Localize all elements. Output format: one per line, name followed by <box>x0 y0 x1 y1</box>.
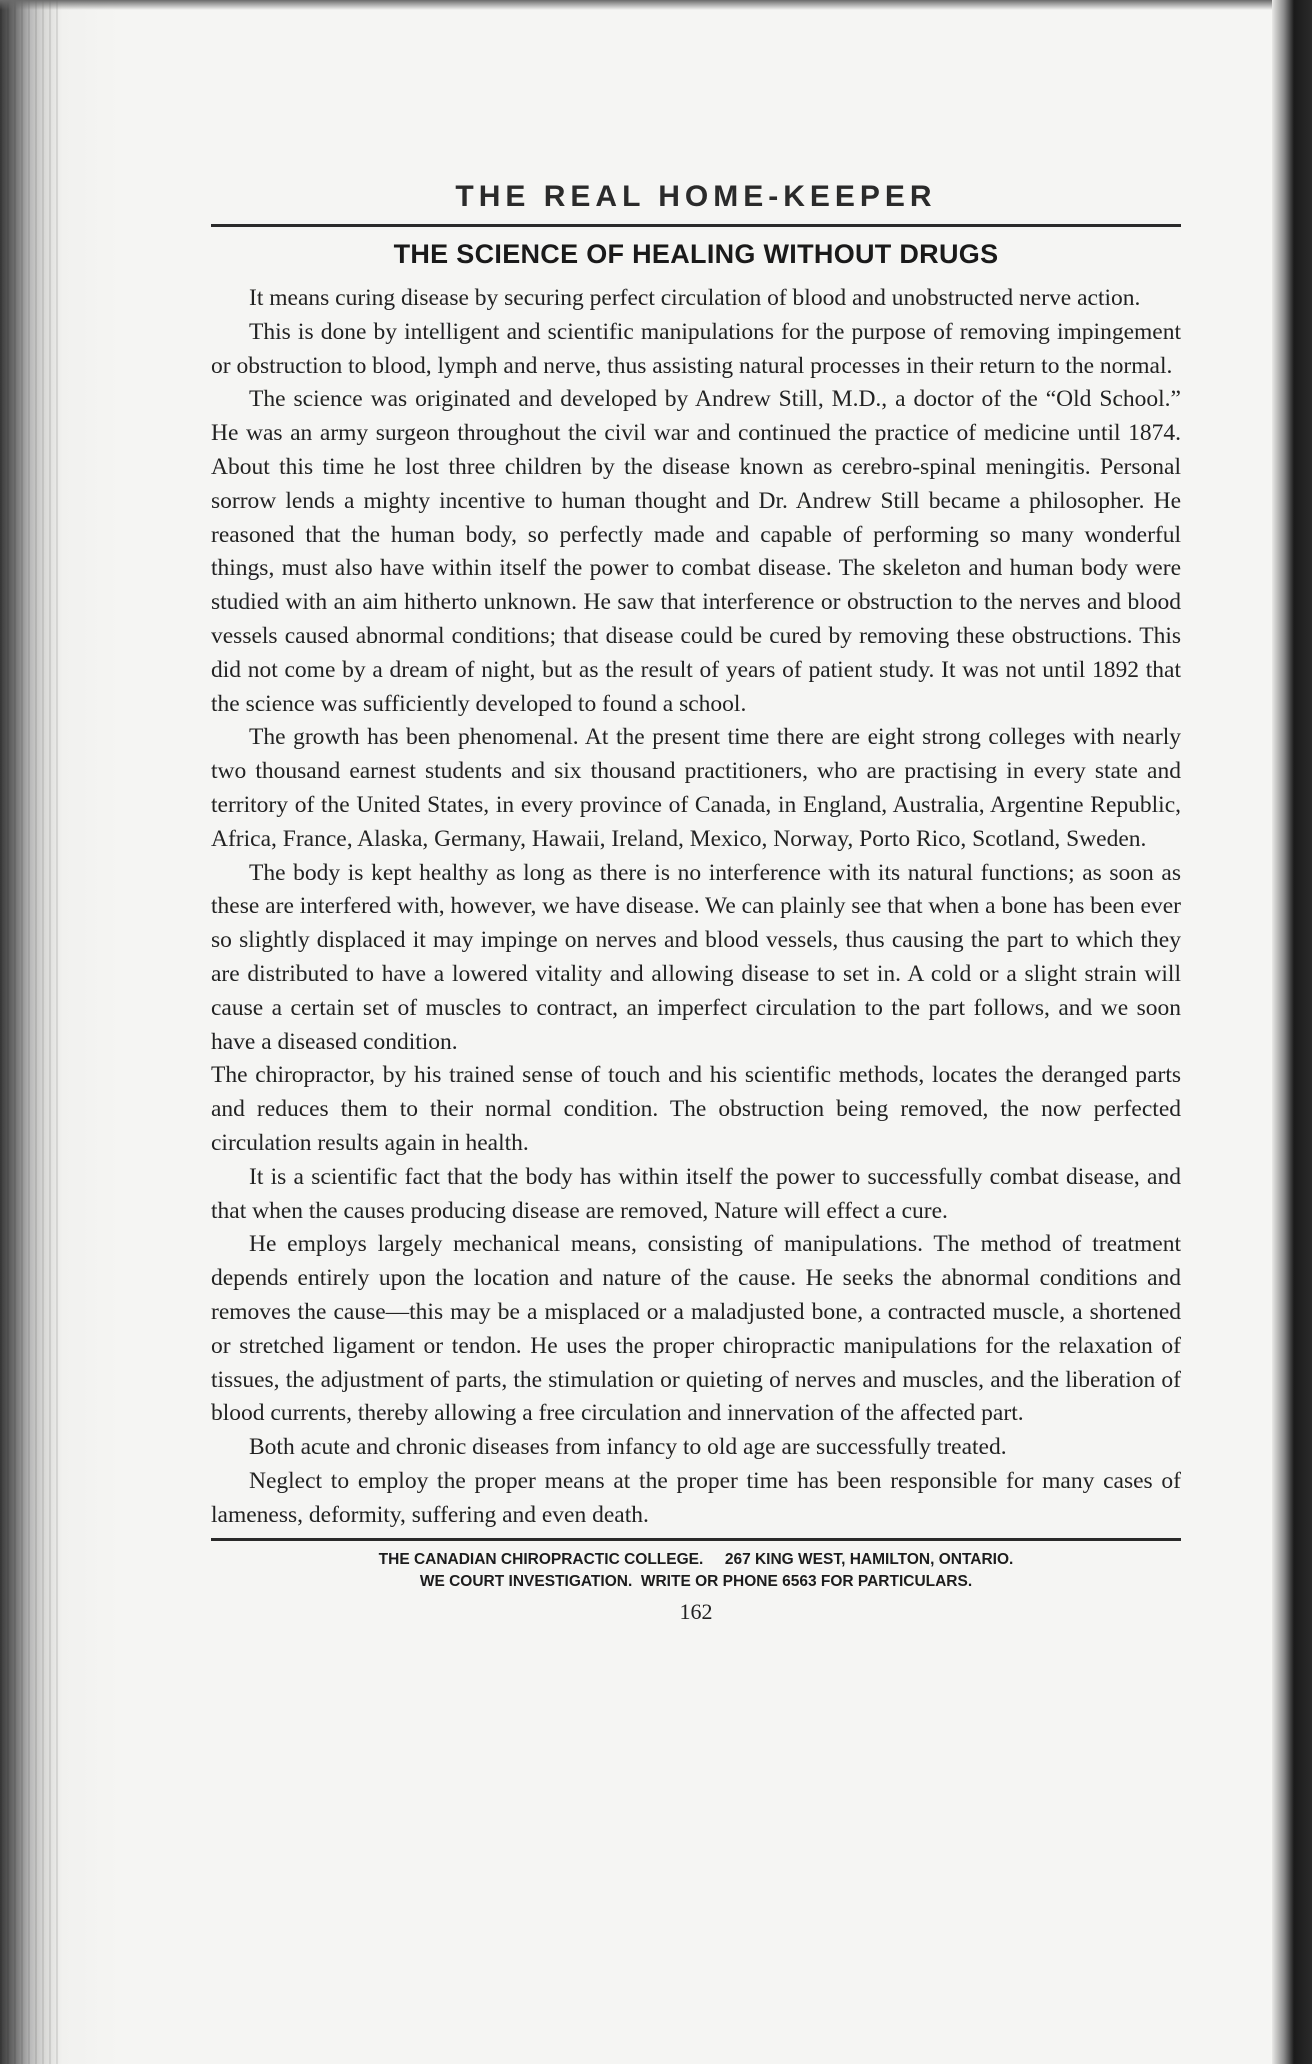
book-binding-shadow <box>0 0 62 2064</box>
paragraph-9: Both acute and chronic diseases from infancy to old age are successfully treated. <box>249 1434 1007 1461</box>
paragraph-6: The chiropractor, by his trained sense of touch and his scientific methods, locates the deranged parts and reduces them to their normal condition. The obstruction being removed, the now perfected circulation results again in health. <box>211 1062 1181 1156</box>
paragraph-2: This is done by intelligent and scientific manipulations for the purpose of removing impingement or obstruction to blood, lymph and nerve, thus assisting natural processes in their return to the normal. <box>211 318 1181 379</box>
paragraph-5: The body is kept healthy as long as there is no interference with its natural functions; as soon as these are interfered with, however, we have disease. We can plainly see that when a bone has been ever so slightly displaced it may impinge on nerves and blood vessels, thus causing the part to which they are distributed to have a lowered vitality and allowing disease to set in. A cold or a slight strain will cause a certain set of muscles to contract, an imperfect circulation to the part follows, and we soon have a diseased condition. <box>211 859 1181 1055</box>
page-content <box>211 176 1181 1625</box>
footer-rule <box>211 1538 1181 1541</box>
page-number: 162 <box>679 1599 713 1625</box>
article-title: THE SCIENCE OF HEALING WITHOUT DRUGS <box>393 239 999 269</box>
footer-line-contact: WE COURT INVESTIGATION. WRITE OR PHONE 6563 FOR PARTICULARS. <box>419 1573 973 1591</box>
paragraph-1: It means curing disease by securing perfect circulation of blood and unobstructed nerve action. <box>249 285 1141 311</box>
top-edge-shadow <box>0 0 1312 10</box>
footer-line-address: THE CANADIAN CHIROPRACTIC COLLEGE. 267 KING WEST, HAMILTON, ONTARIO. <box>378 1551 1014 1569</box>
right-page-edge <box>1272 0 1312 2064</box>
running-head: THE REAL HOME-KEEPER <box>455 180 937 213</box>
paragraph-4: The growth has been phenomenal. At the present time there are eight strong colleges with nearly two thousand earnest students and six thousand practitioners, who are practising in every state and territory of the United States, in every province of Canada, in England, Australia, Argentine Republic, Africa, France, Alaska, Germany, Hawaii, Ireland, Mexico, Norway, Porto Rico, Scotland, Sweden. <box>211 724 1181 852</box>
paragraph-3: The science was originated and developed by Andrew Still, M.D., a doctor of the “Old School.” He was an army surgeon throughout the civil war and continued the practice of medicine until 1874. About this time he lost three children by the disease known as cerebro-spinal meningitis. Personal sorrow lends a mighty incentive to human thought and Dr. Andrew Still became a philosopher. He reasoned that the human body, so perfectly made and capable of performing so many wonderful things, must also have within itself the power to combat disease. The skeleton and human body were studied with an aim hitherto unknown. He saw that interference or obstruction to the nerves and blood vessels caused abnormal conditions; that disease could be cured by removing these obstructions. This did not come by a dream of night, but as the result of years of patient study. It was not until 1892 that the science was sufficiently developed to found a school. <box>211 386 1181 717</box>
paragraph-7: It is a scientific fact that the body has within itself the power to successfully combat disease, and that when the causes producing disease are removed, Nature will effect a cure. <box>211 1163 1181 1224</box>
advertisement-footer <box>211 1549 1181 1593</box>
article-body <box>211 282 1181 1532</box>
header-rule <box>211 224 1181 227</box>
paragraph-8: He employs largely mechanical means, consisting of manipulations. The method of treatment depends entirely upon the location and nature of the cause. He seeks the abnormal conditions and removes the cause—this may be a misplaced or a maladjusted bone, a contracted muscle, a shortened or stretched ligament or tendon. He uses the proper chiropractic manipulations for the relaxation of tissues, the adjustment of parts, the stimulation or quieting of nerves and muscles, and the liberation of blood currents, thereby allowing a free circulation and innervation of the affected part. <box>211 1231 1181 1427</box>
paragraph-10: Neglect to employ the proper means at the proper time has been responsible for many cases of lameness, deformity, suffering and even death. <box>211 1467 1181 1528</box>
